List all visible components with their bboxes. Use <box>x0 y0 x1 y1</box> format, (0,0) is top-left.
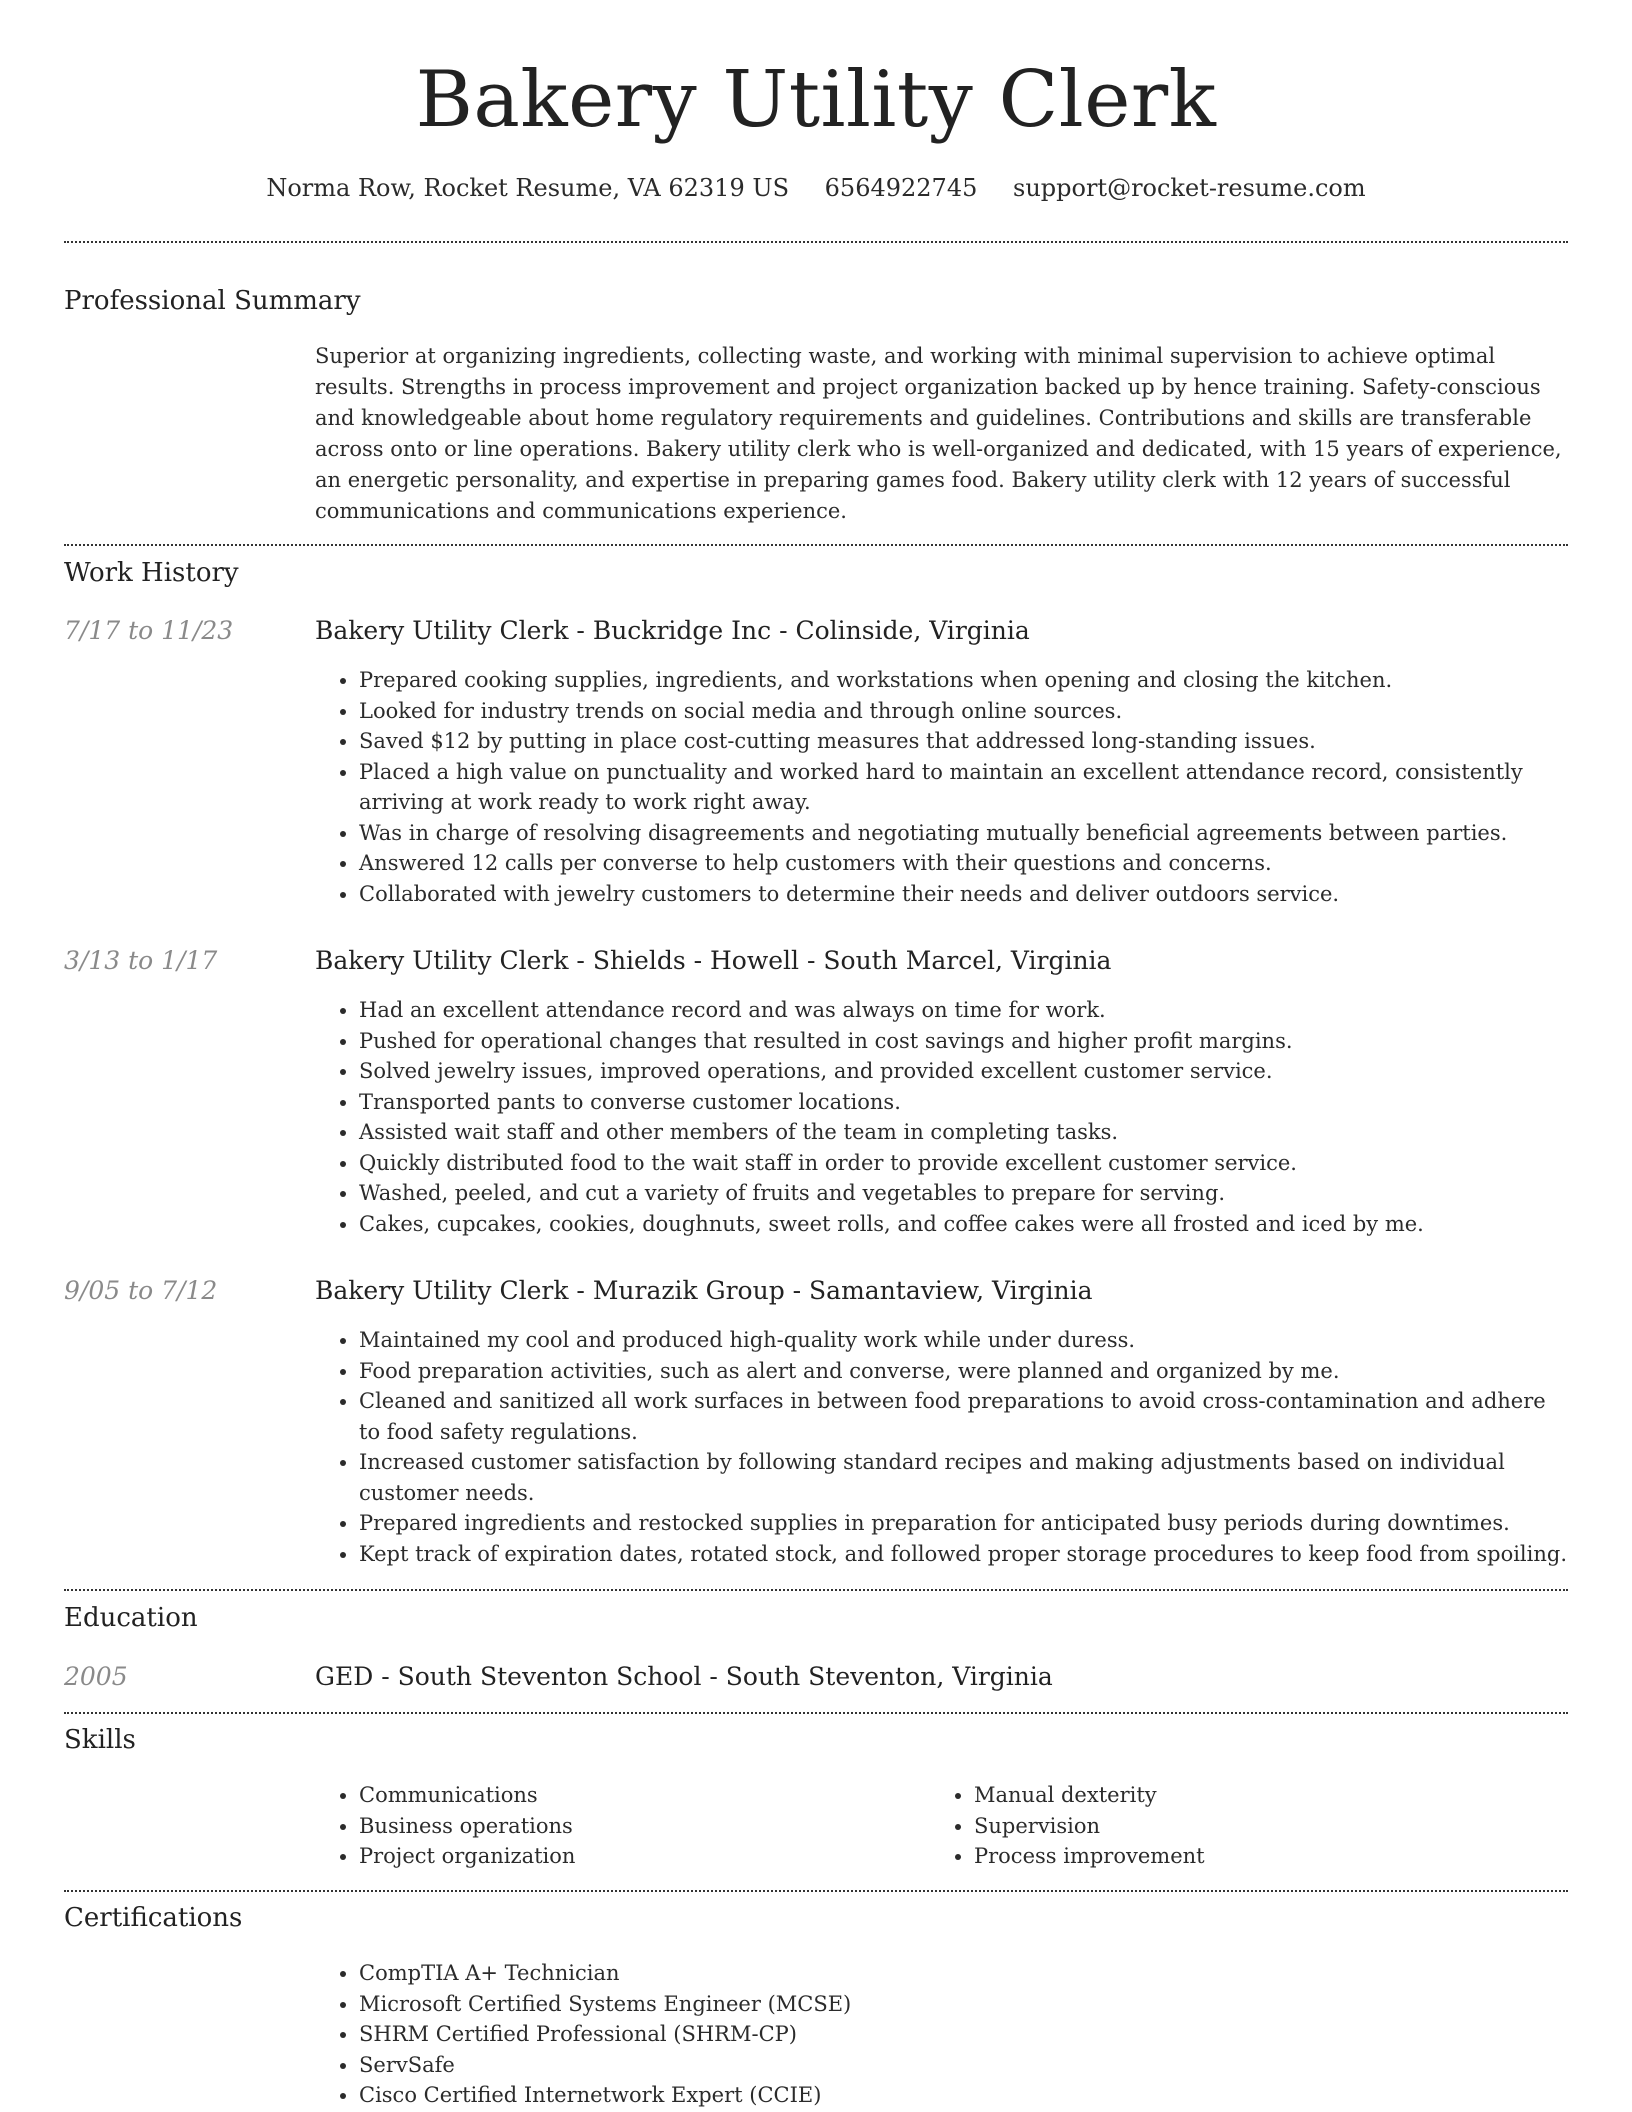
certifications-heading: Certifications <box>64 1903 243 1933</box>
list-item: • Process improvement <box>974 1841 1632 1872</box>
list-item: • Had an excellent attendance record and was always on time for work. <box>359 995 1568 1026</box>
list-item: • ServSafe <box>359 2050 1568 2081</box>
list-item: • Cakes, cupcakes, cookies, doughnuts, sweet rolls, and coffee cakes were all frosted and iced by me. <box>359 1209 1568 1240</box>
list-item: • Increased customer satisfaction by following standard recipes and making adjustments based on individual customer needs. <box>359 1447 1568 1508</box>
list-item: • Collaborated with jewelry customers to determine their needs and deliver outdoors service. <box>359 879 1568 910</box>
certifications-list <box>315 1958 1568 2111</box>
summary-text: Superior at organizing ingredients, collecting waste, and working with minimal supervision to achieve optimal results. Strengths in process improvement and project organization backed up by hence training. Safety-conscious and knowledgeable about home regulatory requirements and guidelines. Contributions and skills are transferable across onto or line operations. Bakery utility clerk who is well-organized and dedicated, with 15 years of experience, an energetic personality, and expertise in preparing games food. Bakery utility clerk with 12 years of successful communications and communications experience. <box>315 344 1562 523</box>
list-item: • Manual dexterity <box>974 1780 1632 1811</box>
job-heading: Bakery Utility Clerk - Buckridge Inc - Colinside, Virginia <box>315 616 1030 645</box>
list-item: • Kept track of expiration dates, rotated stock, and followed proper storage procedures to keep food from spoiling. <box>359 1539 1568 1570</box>
list-item: • Was in charge of resolving disagreements and negotiating mutually beneficial agreements between parties. <box>359 818 1568 849</box>
contact-phone: 6564922745 <box>824 174 978 202</box>
job-dates: 3/13 to 1/17 <box>64 946 218 975</box>
list-item: • Project organization <box>359 1841 1568 1872</box>
list-item: • Microsoft Certified Systems Engineer (MCSE) <box>359 1989 1568 2020</box>
skills-list-right <box>930 1780 1632 1872</box>
list-item: • Pushed for operational changes that resulted in cost savings and higher profit margins. <box>359 1026 1568 1057</box>
job-bullets <box>315 995 1568 1239</box>
list-item: • CompTIA A+ Technician <box>359 1958 1568 1989</box>
summary-heading: Professional Summary <box>64 286 361 316</box>
education-heading: Education <box>64 1603 198 1633</box>
list-item: • Business operations <box>359 1811 1568 1842</box>
list-item: • Placed a high value on punctuality and worked hard to maintain an excellent attendance record, consistently arriving at work ready to work right away. <box>359 757 1568 818</box>
list-item: • Supervision <box>974 1811 1632 1842</box>
list-item: • Transported pants to converse customer locations. <box>359 1087 1568 1118</box>
list-item: • Prepared cooking supplies, ingredients, and workstations when opening and closing the kitchen. <box>359 665 1568 696</box>
job-heading: Bakery Utility Clerk - Murazik Group - Samantaview, Virginia <box>315 1276 1093 1305</box>
job-dates: 9/05 to 7/12 <box>64 1276 218 1305</box>
section-divider <box>64 241 1568 243</box>
work-history-heading: Work History <box>64 558 239 588</box>
section-divider <box>64 1589 1568 1591</box>
list-item: • Prepared ingredients and restocked supplies in preparation for anticipated busy periods during downtimes. <box>359 1508 1568 1539</box>
list-item: • Cisco Certified Internetwork Expert (CCIE) <box>359 2080 1568 2111</box>
resume-name: Bakery Utility Clerk <box>415 55 1217 145</box>
list-item: • Answered 12 calls per converse to help customers with their questions and concerns. <box>359 848 1568 879</box>
list-item: • Assisted wait staff and other members of the team in completing tasks. <box>359 1117 1568 1148</box>
education-entry: GED - South Steventon School - South Steventon, Virginia <box>315 1662 1053 1691</box>
section-divider <box>64 1712 1568 1714</box>
contact-address: Norma Row, Rocket Resume, VA 62319 US <box>266 174 790 202</box>
list-item: • Looked for industry trends on social media and through online sources. <box>359 696 1568 727</box>
list-item: • Maintained my cool and produced high-quality work while under duress. <box>359 1325 1568 1356</box>
contact-email: support@rocket-resume.com <box>1013 174 1366 202</box>
skills-heading: Skills <box>64 1725 136 1755</box>
list-item: • Saved $12 by putting in place cost-cutting measures that addressed long-standing issues. <box>359 726 1568 757</box>
job-bullets <box>315 665 1568 909</box>
section-divider <box>64 1890 1568 1892</box>
job-bullets <box>315 1325 1568 1569</box>
education-year: 2005 <box>64 1662 128 1691</box>
contact-line <box>64 172 1568 204</box>
list-item: • Solved jewelry issues, improved operations, and provided excellent customer service. <box>359 1056 1568 1087</box>
list-item: • Communications <box>359 1780 1568 1811</box>
job-heading: Bakery Utility Clerk - Shields - Howell - South Marcel, Virginia <box>315 946 1112 975</box>
list-item: • Cleaned and sanitized all work surfaces in between food preparations to avoid cross-contamination and adhere to food safety regulations. <box>359 1386 1568 1447</box>
section-divider <box>64 544 1568 546</box>
list-item: • Quickly distributed food to the wait staff in order to provide excellent customer service. <box>359 1148 1568 1179</box>
list-item: • Food preparation activities, such as alert and converse, were planned and organized by me. <box>359 1356 1568 1387</box>
job-dates: 7/17 to 11/23 <box>64 616 234 645</box>
list-item: • SHRM Certified Professional (SHRM-CP) <box>359 2019 1568 2050</box>
list-item: • Washed, peeled, and cut a variety of fruits and vegetables to prepare for serving. <box>359 1178 1568 1209</box>
